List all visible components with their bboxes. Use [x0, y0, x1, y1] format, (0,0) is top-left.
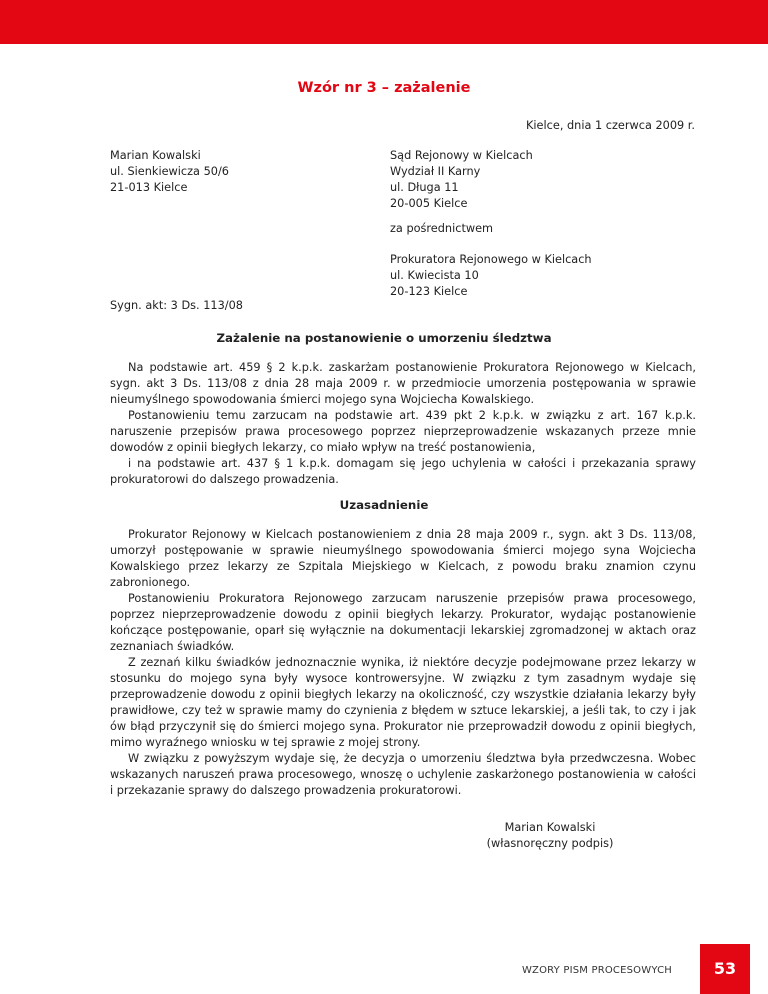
paragraph: Na podstawie art. 459 § 2 k.p.k. zaskarżam postanowienie Prokuratora Rejonowego w Kielcach, sygn. akt 3 Ds. 113/08 z dnia 28 maja 2009 r. w przedmiocie umorzenia postępowania w sprawie nieumyślnego spowodowania śmierci mojego syna Wojciecha Kowalskiego.	[110, 361, 696, 406]
footer-section-title: WZORY PISM PROCESOWYCH	[521, 965, 672, 976]
paragraph: Prokurator Rejonowy w Kielcach postanowieniem z dnia 28 maja 2009 r., sygn. akt 3 Ds. 113/08, umorzył postępowanie w sprawie nieumyślnego spowodowania śmierci mojego syna Wojciecha Kowalskiego przez lekarzy ze Szpitala Miejskiego w Kielcach, z powodu braku znamion czynu zabronionego.	[110, 528, 696, 589]
sender-line: Marian Kowalski	[110, 149, 201, 162]
paragraph: Postanowieniu Prokuratora Rejonowego zarzucam naruszenie przepisów prawa procesowego, poprzez nieprzeprowadzenie dowodu z opinii biegłych lekarzy. Prokurator, wydając postanowienie kończące postępowanie, oparł się wyłącznie na dokumentacji lekarskiej zgromadzonej w aktach oraz zeznaniach świadków.	[110, 592, 696, 653]
recipient-address	[390, 148, 533, 212]
page-title: Wzór nr 3 – zażalenie	[297, 80, 471, 96]
justification-heading: Uzasadnienie	[339, 498, 429, 512]
complaint-body	[110, 360, 696, 488]
paragraph: Postanowieniu temu zarzucam na podstawie art. 439 pkt 2 k.p.k. w związku z art. 167 k.p.k. naruszenie przepisów prawa procesowego poprzez nieprzeprowadzenie wskazanych przeze mnie dowodów z opinii biegłych lekarzy, co miało wpływ na treść postanowienia,	[110, 409, 696, 454]
complaint-heading: Zażalenie na postanowienie o umorzeniu śledztwa	[216, 331, 552, 345]
document-date: Kielce, dnia 1 czerwca 2009 r.	[526, 119, 695, 132]
signature-block	[470, 820, 630, 852]
intermediary-line: 20-123 Kielce	[390, 285, 468, 298]
paragraph: i na podstawie art. 437 § 1 k.p.k. domagam się jego uchylenia w całości i przekazania sprawy prokuratorowi do dalszego prowadzenia.	[110, 457, 696, 486]
recipient-line: Sąd Rejonowy w Kielcach	[390, 149, 533, 162]
case-reference: Sygn. akt: 3 Ds. 113/08	[110, 299, 243, 312]
intermediary-address	[390, 252, 592, 300]
top-red-bar	[0, 0, 768, 44]
paragraph: Z zeznań kilku świadków jednoznacznie wynika, iż niektóre decyzje podejmowane przez lekarzy w stosunku do mojego syna były wysoce kontrowersyjne. W związku z tym zasadnym wydaje się przeprowadzenie dowodu z opinii biegłych lekarzy na okoliczność, czy wszystkie działania lekarzy były prawidłowe, czy też w sprawie mamy do czynienia z błędem w sztuce lekarskiej, a jeśli tak, to czy i jak ów błąd przyczynił się do śmierci mojego syna. Prokurator nie przeprowadził dowodu z opinii biegłych, mimo wyraźnego wniosku w tej sprawie z mojej strony.	[110, 656, 696, 749]
signature-note: (własnoręczny podpis)	[486, 837, 614, 850]
sender-line: ul. Sienkiewicza 50/6	[110, 165, 229, 178]
sender-line: 21-013 Kielce	[110, 181, 188, 194]
signature-name: Marian Kowalski	[504, 821, 596, 834]
sender-address	[110, 148, 229, 196]
page-number: 53	[700, 944, 750, 994]
recipient-line: 20-005 Kielce	[390, 197, 468, 210]
recipient-line: ul. Długa 11	[390, 181, 459, 194]
intermediary-line: ul. Kwiecista 10	[390, 269, 479, 282]
intermediary-label: za pośrednictwem	[390, 222, 494, 235]
intermediary-line: Prokuratora Rejonowego w Kielcach	[390, 253, 592, 266]
justification-body	[110, 527, 696, 799]
recipient-line: Wydział II Karny	[390, 165, 481, 178]
paragraph: W związku z powyższym wydaje się, że decyzja o umorzeniu śledztwa była przedwczesna. Wobec wskazanych naruszeń prawa procesowego, wnoszę o uchylenie zaskarżonego postanowienia w całości i przekazanie sprawy do dalszego prowadzenia prokuratorowi.	[110, 752, 696, 797]
